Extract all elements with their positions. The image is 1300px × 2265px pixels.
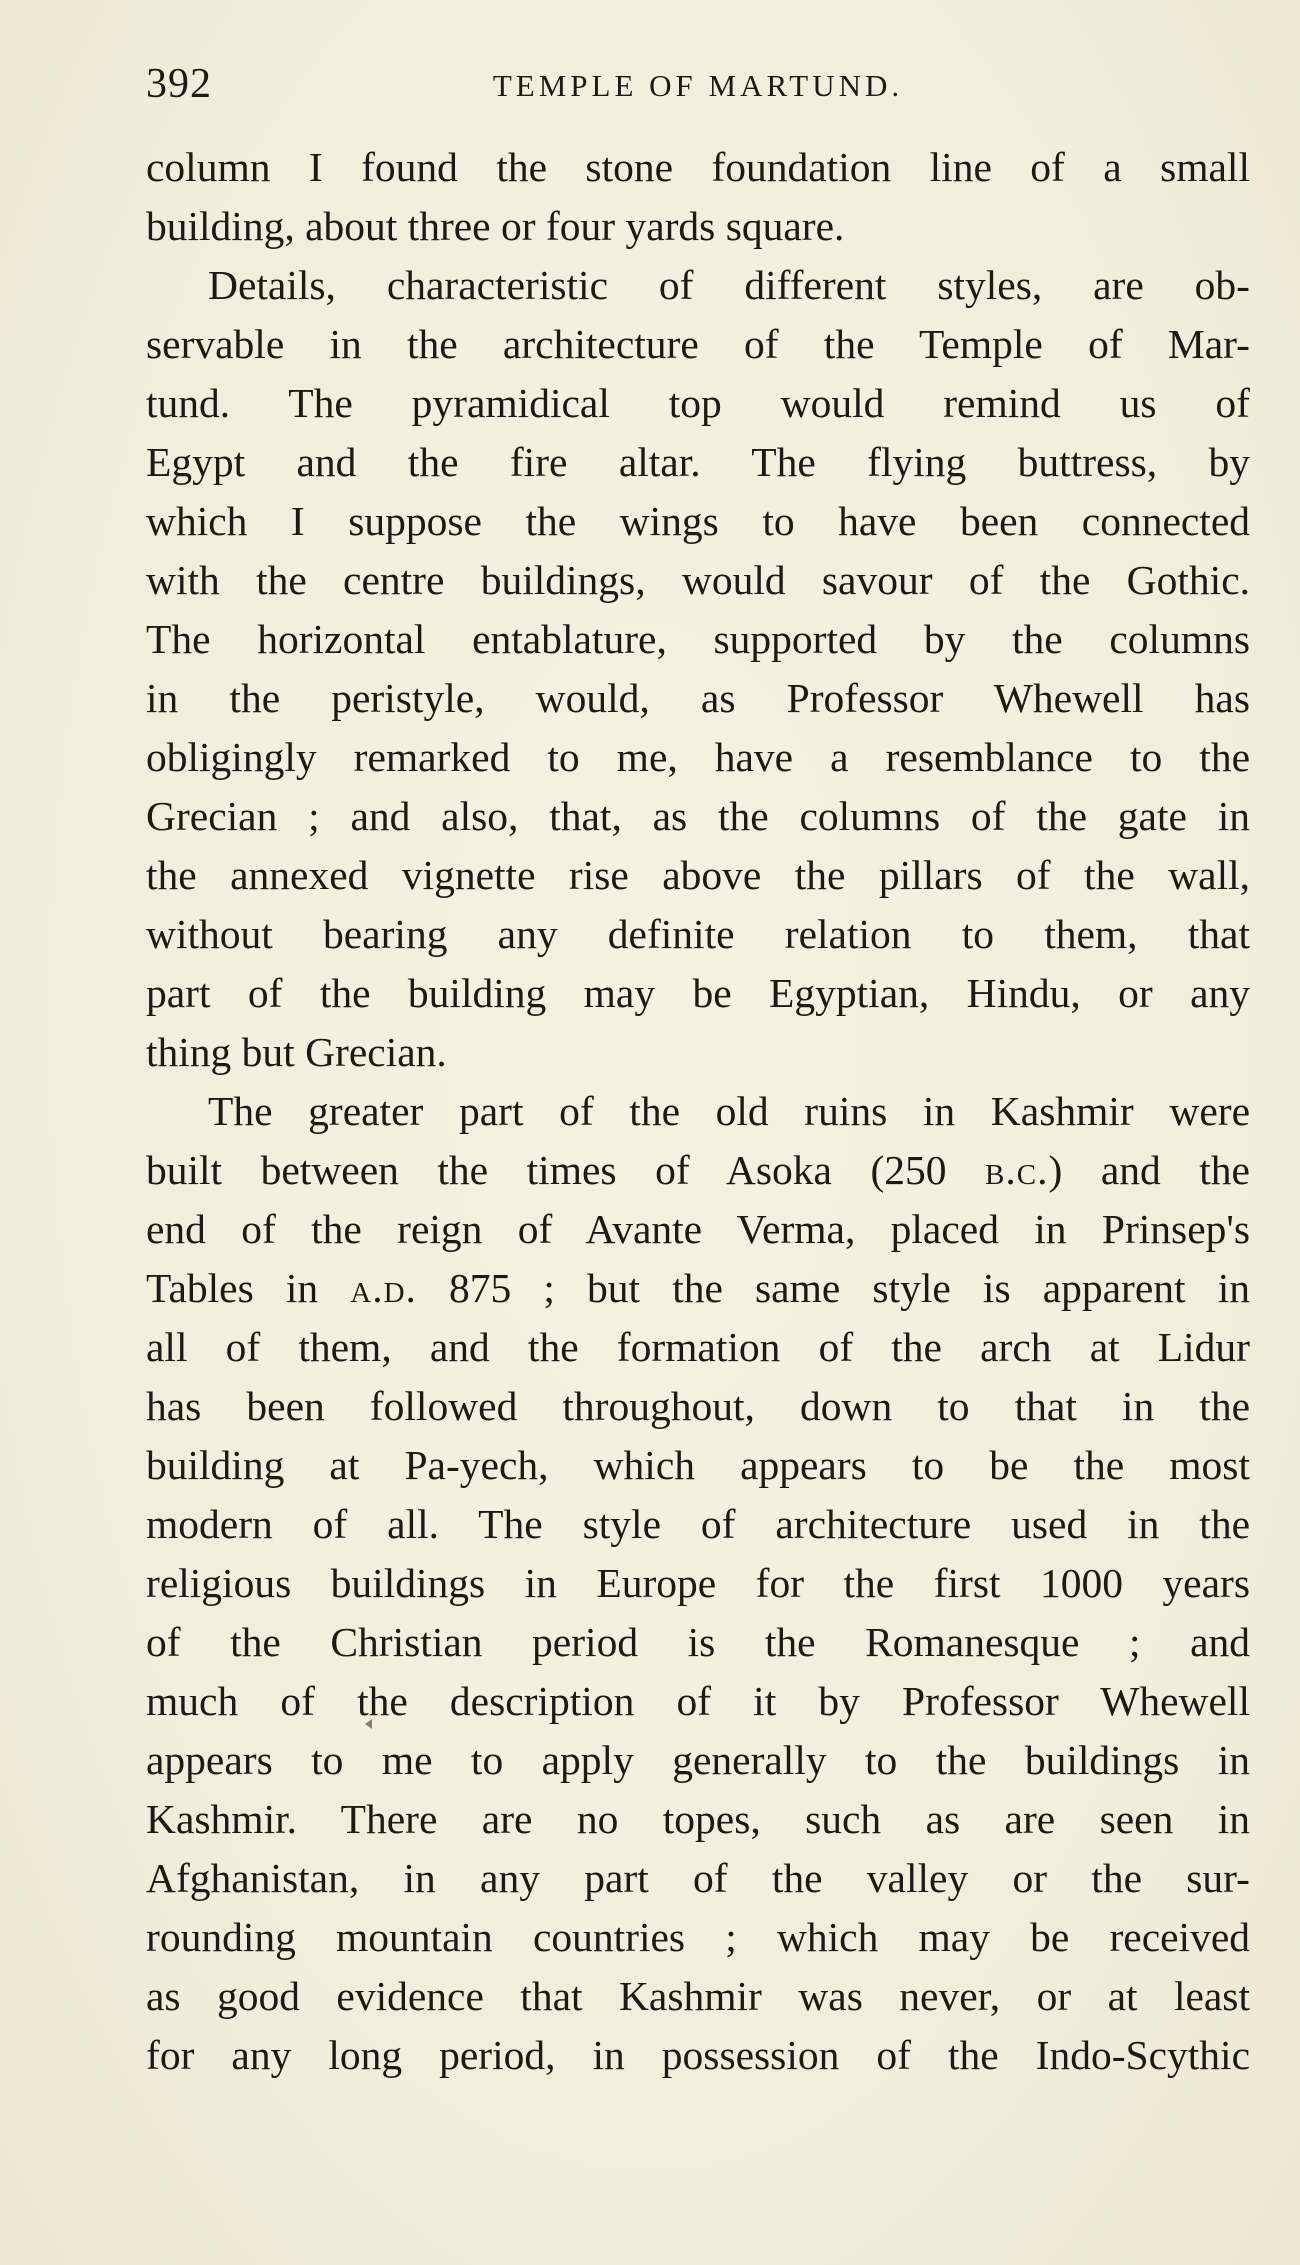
text-line: end of the reign of Avante Verma, placed in Prinsep's: [146, 1206, 1250, 1252]
text-line: Kashmir. There are no topes, such as are seen in: [146, 1796, 1250, 1842]
page-number: 392: [146, 61, 212, 107]
text-line: as good evidence that Kashmir was never, or at least: [146, 1973, 1250, 2019]
text-line: rounding mountain countries ; which may be received: [146, 1914, 1250, 1960]
text-line: with the centre buildings, would savour of the Gothic.: [146, 557, 1250, 603]
text-line: modern of all. The style of architecture used in the: [146, 1501, 1250, 1547]
text-line-composite: [146, 1141, 1250, 1200]
text-line: which I suppose the wings to have been connected: [146, 498, 1250, 544]
page-header: [146, 48, 1250, 120]
text-line: much of the description of it by Professor Whewell: [146, 1678, 1250, 1724]
text-line: in the peristyle, would, as Professor Whewell has: [146, 675, 1250, 721]
era-abbreviation: b.c.: [985, 1147, 1049, 1193]
body-text: [146, 138, 1250, 2085]
text-line: Egypt and the fire altar. The flying buttress, by: [146, 439, 1250, 485]
text-line: Grecian ; and also, that, as the columns of the gate in: [146, 793, 1250, 839]
text-fragment: 875 ; but the same style is apparent in: [416, 1265, 1250, 1311]
text-fragment: ) and the: [1048, 1147, 1250, 1193]
running-title: TEMPLE OF MARTUND.: [492, 68, 904, 103]
text-line: Afghanistan, in any part of the valley or the sur-: [146, 1855, 1250, 1901]
text-line: column I found the stone foundation line of a small: [146, 144, 1250, 190]
text-line: tund. The pyramidical top would remind us of: [146, 380, 1250, 426]
text-line: without bearing any definite relation to them, that: [146, 911, 1250, 957]
text-line: obligingly remarked to me, have a resemblance to the: [146, 734, 1250, 780]
text-line-composite: [146, 1259, 1250, 1318]
text-line: part of the building may be Egyptian, Hindu, or any: [146, 970, 1250, 1016]
text-line: for any long period, in possession of the Indo-Scythic: [146, 2032, 1250, 2078]
text-line: building at Pa-yech, which appears to be the most: [146, 1442, 1250, 1488]
text-line: has been followed throughout, down to that in the: [146, 1383, 1250, 1429]
text-fragment: built between the times of Asoka (250: [146, 1147, 986, 1193]
text-line: appears to me to apply generally to the buildings in: [146, 1737, 1250, 1783]
text-fragment: Tables in: [146, 1265, 351, 1311]
text-line: Details, characteristic of different styles, are ob-: [208, 262, 1250, 308]
text-line: of the Christian period is the Romanesque ; and: [146, 1619, 1250, 1665]
text-line: the annexed vignette rise above the pillars of the wall,: [146, 852, 1250, 898]
text-line: religious buildings in Europe for the first 1000 years: [146, 1560, 1250, 1606]
text-line: The greater part of the old ruins in Kashmir were: [208, 1088, 1250, 1134]
text-line: thing but Grecian.: [146, 1029, 447, 1075]
text-line: building, about three or four yards square.: [146, 203, 845, 249]
text-line: The horizontal entablature, supported by the columns: [146, 616, 1250, 662]
era-abbreviation: a.d.: [350, 1265, 417, 1311]
print-mark-icon: [365, 1719, 372, 1729]
text-line: servable in the architecture of the Temple of Mar-: [146, 321, 1250, 367]
text-line: all of them, and the formation of the arch at Lidur: [146, 1324, 1250, 1370]
